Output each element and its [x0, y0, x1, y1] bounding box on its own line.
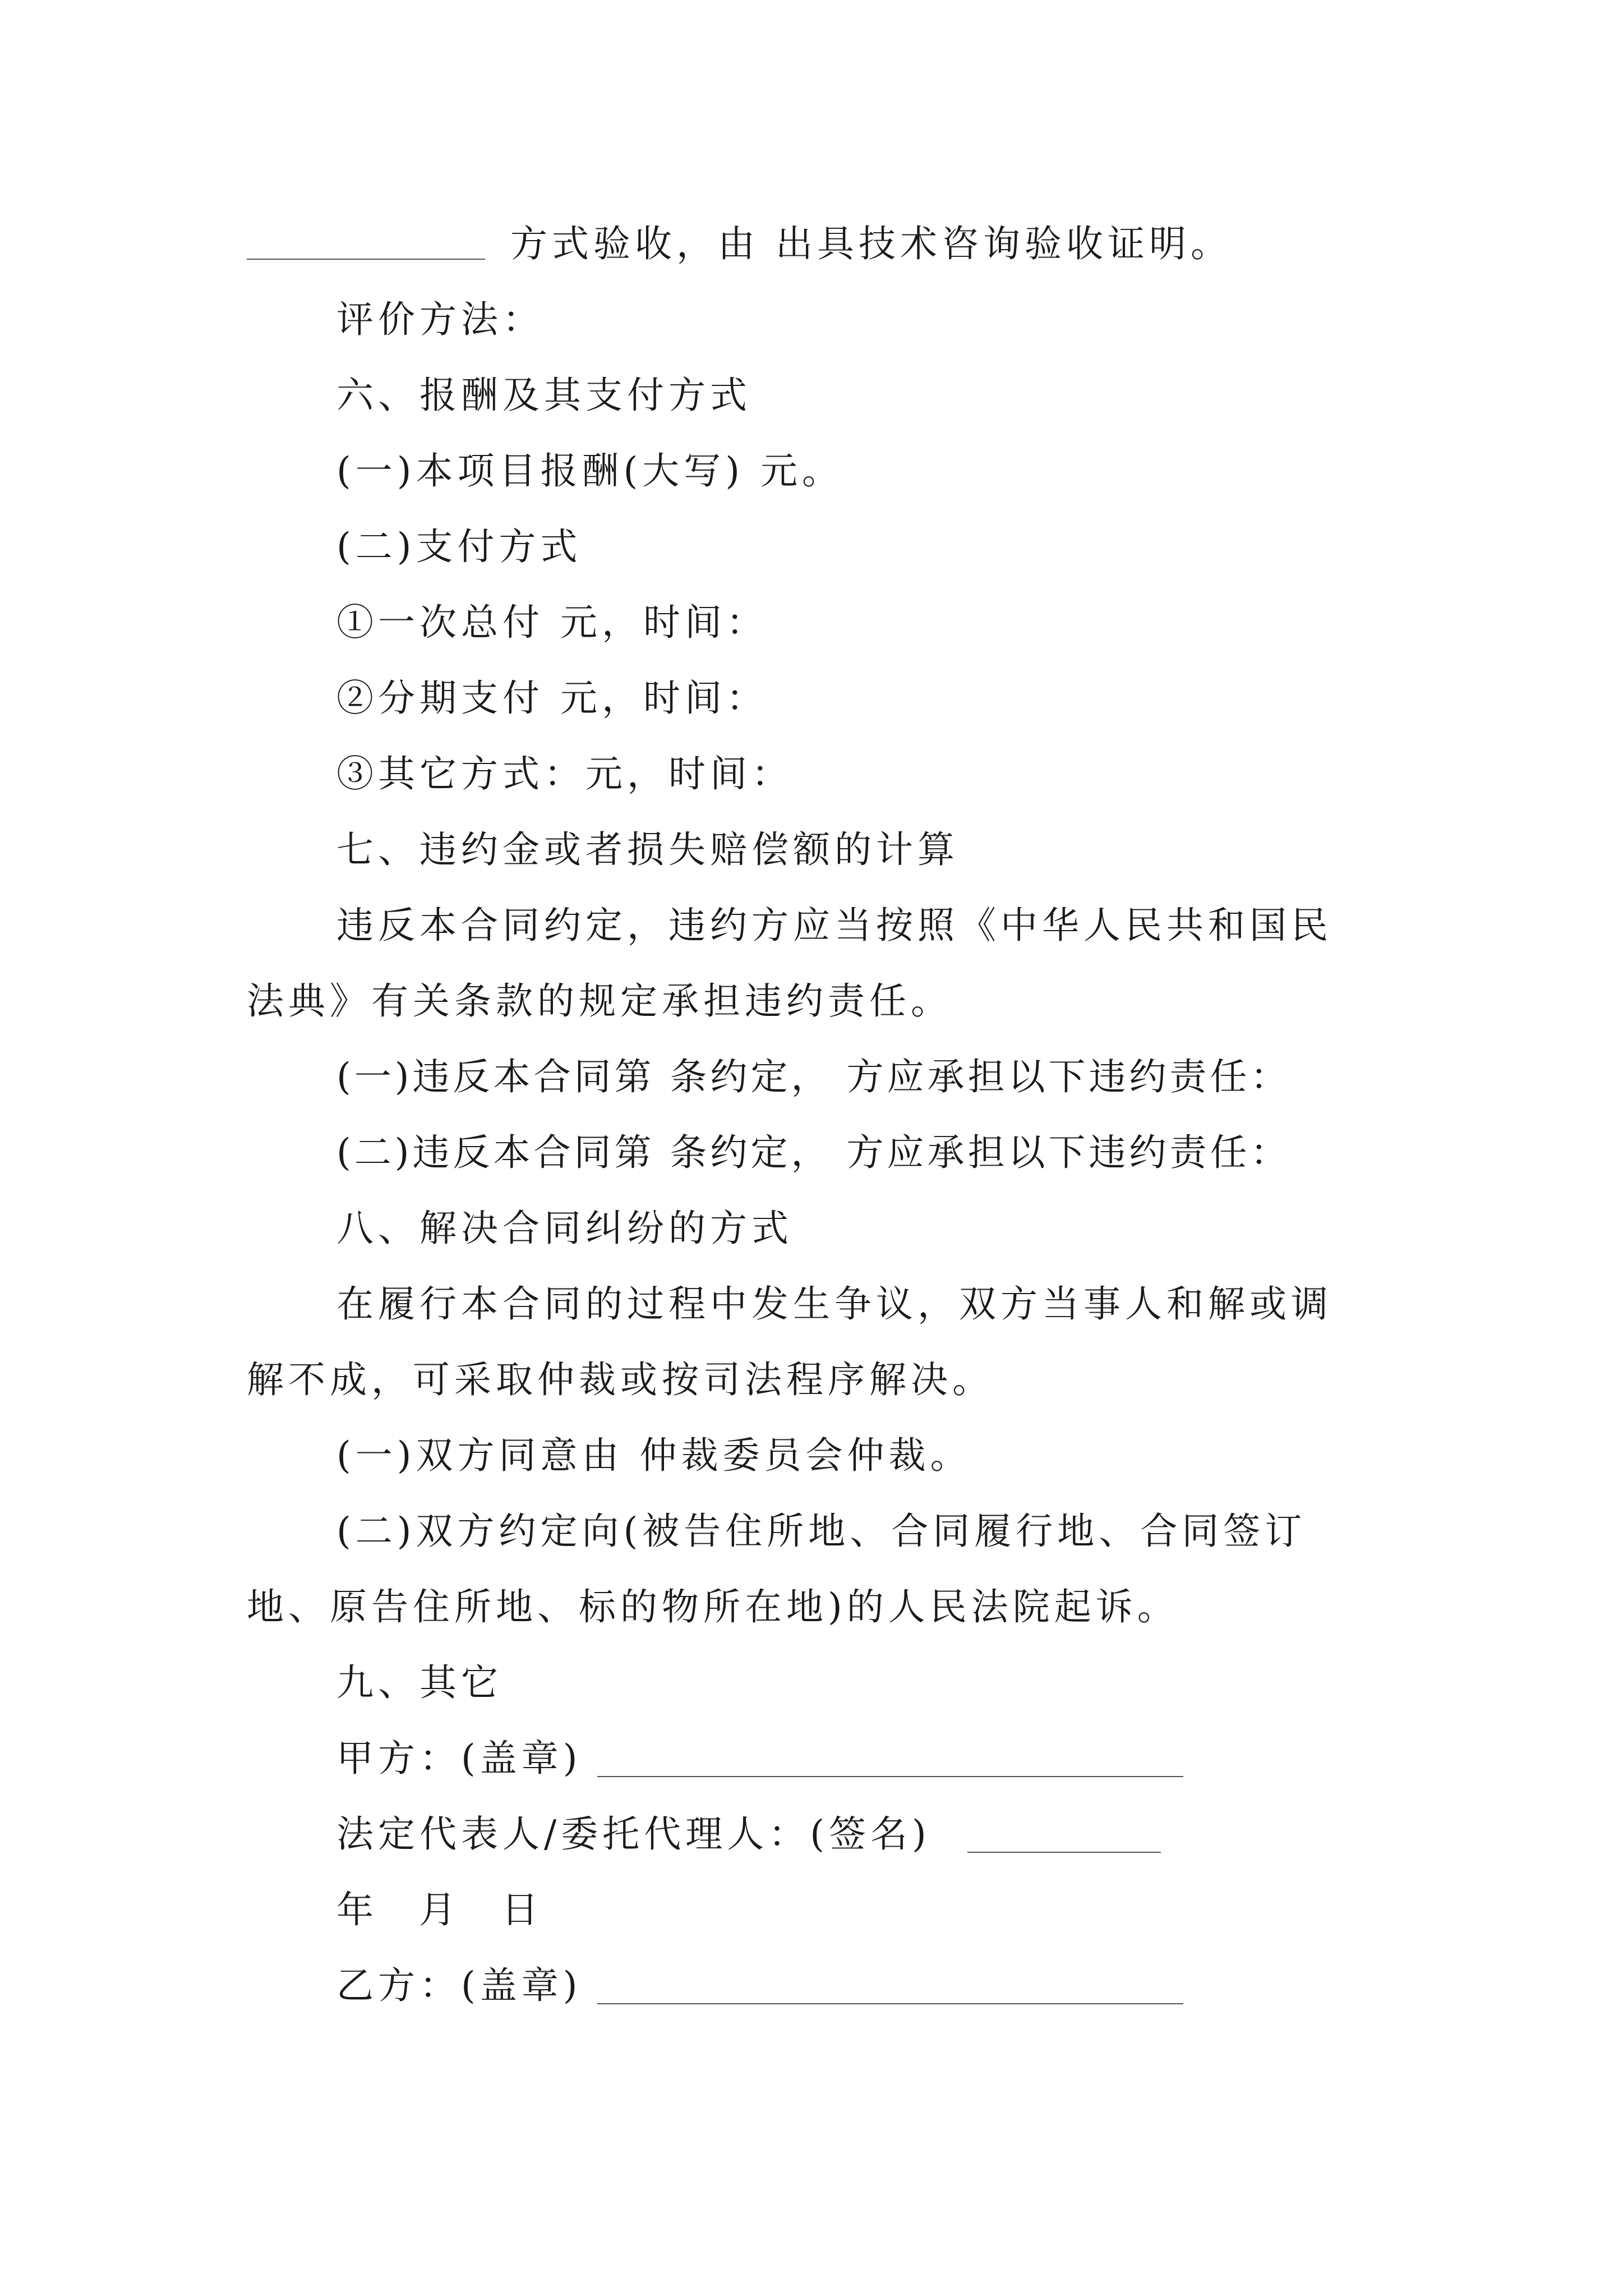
text-line: 违反本合同约定，违约方应当按照《中华人民共和国民: [336, 904, 1332, 947]
text-line: (二)双方约定向(被告住所地、合同履行地、合同签订: [336, 1510, 1307, 1553]
text-line: (一)本项目报酬(大写) 元。: [336, 449, 843, 493]
party-a-label: 甲方：(盖章): [336, 1737, 582, 1780]
text-line: 评价方法：: [336, 298, 544, 341]
representative-label: 法定代表人/委托代理人：(签名): [336, 1812, 931, 1856]
text-line: ②分期支付 元，时间：: [336, 677, 768, 720]
party-a-seal-blank: [597, 1776, 1183, 1777]
party-b-label: 乙方：(盖章): [336, 1964, 582, 2007]
text-line: (一)双方同意由 仲裁委员会仲裁。: [336, 1434, 972, 1477]
text-line: 地、原告住所地、标的物所在地)的人民法院起诉。: [247, 1585, 1179, 1628]
party-b-seal-blank: [597, 2003, 1183, 2004]
text-line: (一)违反本合同第 条约定， 方应承担以下违约责任：: [336, 1055, 1291, 1098]
text-line: (二)支付方式: [336, 525, 582, 568]
text-line: 在履行本合同的过程中发生争议，双方当事人和解或调: [336, 1282, 1332, 1326]
signature-blank: [967, 1852, 1161, 1853]
section-heading: 六、报酬及其支付方式: [336, 374, 751, 417]
text-line: ③其它方式：元，时间：: [336, 752, 793, 795]
text-line: 解不成，可采取仲裁或按司法程序解决。: [247, 1358, 994, 1401]
text-line: 方式验收，由 出具技术咨询验收证明。: [510, 222, 1232, 265]
text-line: ①一次总付 元，时间：: [336, 601, 768, 644]
section-heading: 七、违约金或者损失赔偿额的计算: [336, 828, 959, 871]
blank-underline-acceptance: [247, 259, 485, 260]
text-line: (二)违反本合同第 条约定， 方应承担以下违约责任：: [336, 1131, 1291, 1174]
date-line: 年 月 日: [336, 1888, 555, 1931]
text-line: 法典》有关条款的规定承担违约责任。: [247, 979, 952, 1023]
section-heading: 九、其它: [336, 1661, 502, 1704]
section-heading: 八、解决合同纠纷的方式: [336, 1207, 793, 1250]
